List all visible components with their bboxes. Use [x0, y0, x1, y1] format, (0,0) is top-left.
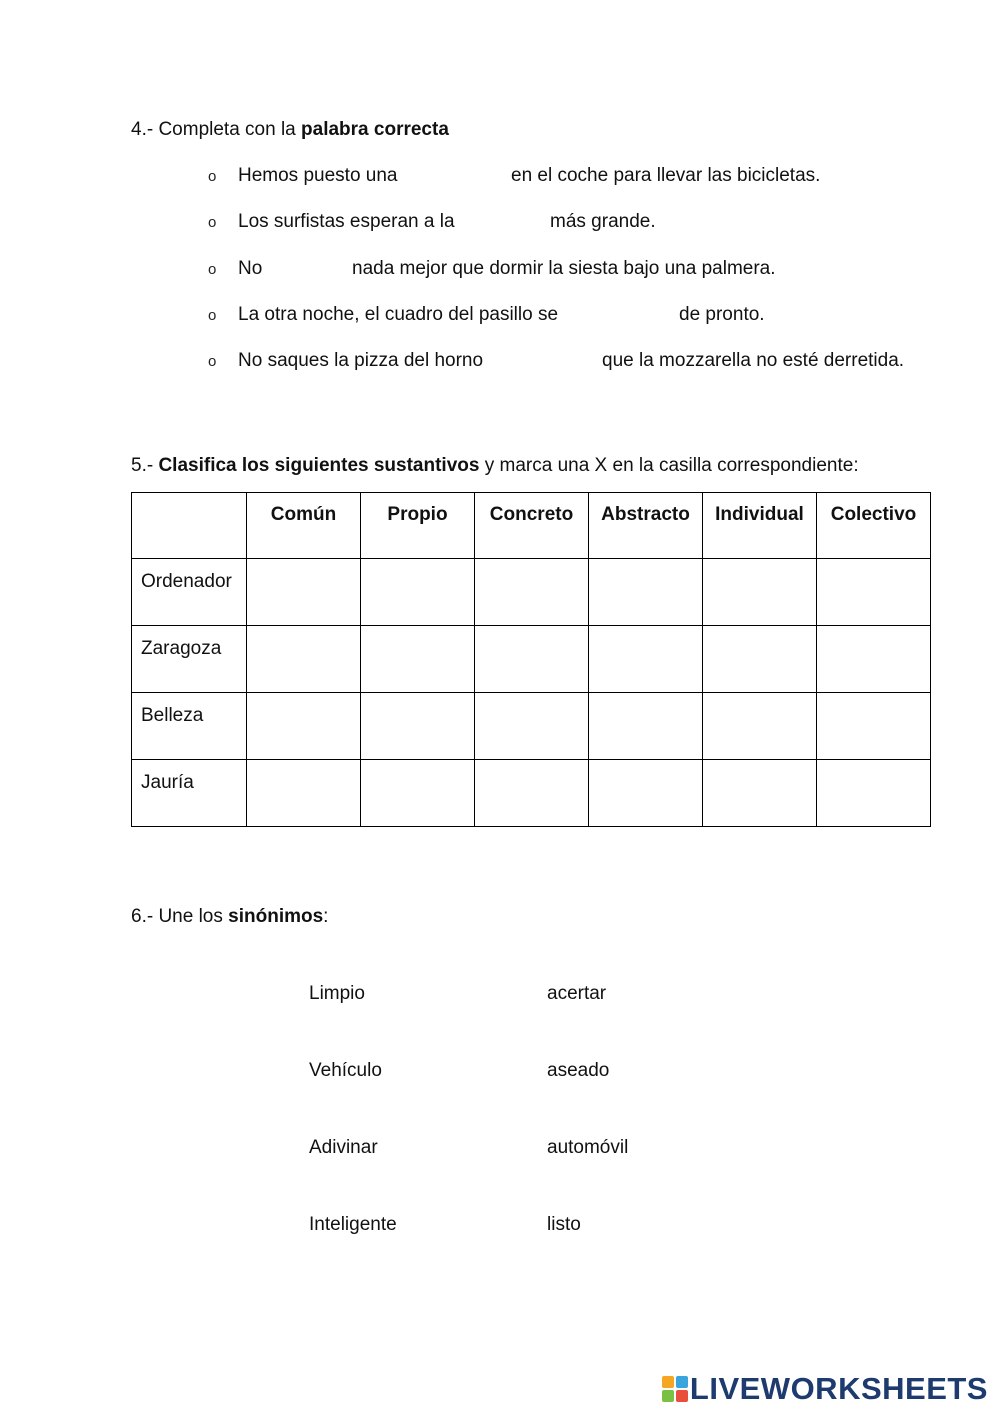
logo-square — [676, 1376, 688, 1388]
check-cell[interactable] — [361, 626, 475, 693]
check-cell[interactable] — [703, 760, 817, 827]
check-cell[interactable] — [475, 559, 589, 626]
gap-input-2[interactable] — [474, 210, 546, 234]
column-header: Individual — [703, 493, 817, 559]
match-left-item[interactable]: Inteligente — [309, 1214, 397, 1235]
row-label: Jauría — [132, 760, 247, 827]
check-cell[interactable] — [361, 559, 475, 626]
check-cell[interactable] — [703, 693, 817, 760]
check-cell[interactable] — [247, 626, 361, 693]
check-cell[interactable] — [703, 626, 817, 693]
bullet-icon: o — [208, 214, 217, 231]
liveworksheets-mark-icon — [662, 1376, 688, 1402]
exercise-5-title — [131, 455, 859, 477]
classification-table — [131, 492, 931, 827]
exercise-6-title-bold: sinónimos — [228, 906, 324, 927]
sentence-2-end: más grande. — [550, 211, 656, 232]
sentence-4-end: de pronto. — [679, 304, 765, 325]
check-cell[interactable] — [247, 693, 361, 760]
exercise-5-title-bold: Clasifica los siguientes sustantivos — [158, 455, 480, 476]
bullet-icon: o — [208, 307, 217, 324]
check-cell[interactable] — [817, 693, 931, 760]
gap-input-5[interactable] — [504, 349, 598, 373]
liveworksheets-logo — [662, 1372, 988, 1406]
bullet-icon: o — [208, 168, 217, 185]
check-cell[interactable] — [475, 626, 589, 693]
match-left-item[interactable]: Adivinar — [309, 1137, 378, 1158]
sentence-5-start: No saques la pizza del horno — [238, 350, 484, 371]
sentence-4-start: La otra noche, el cuadro del pasillo se — [238, 304, 559, 325]
check-cell[interactable] — [361, 693, 475, 760]
table-row — [132, 626, 931, 693]
check-cell[interactable] — [361, 760, 475, 827]
match-left-item[interactable]: Vehículo — [309, 1060, 382, 1081]
exercise-6-title-prefix: 6.- Une los — [131, 906, 229, 927]
table-row — [132, 559, 931, 626]
row-label: Belleza — [132, 693, 247, 760]
column-header: Común — [247, 493, 361, 559]
check-cell[interactable] — [247, 559, 361, 626]
check-cell[interactable] — [817, 760, 931, 827]
exercise-5-title-prefix: 5.- — [131, 455, 159, 476]
logo-square — [662, 1376, 674, 1388]
bullet-icon: o — [208, 353, 217, 370]
check-cell[interactable] — [589, 559, 703, 626]
column-header: Concreto — [475, 493, 589, 559]
sentence-3-start: No — [238, 258, 263, 279]
column-header: Colectivo — [817, 493, 931, 559]
table-corner-cell — [132, 493, 247, 559]
exercise-6-title — [131, 906, 328, 928]
column-header: Abstracto — [589, 493, 703, 559]
match-right-item[interactable]: acertar — [547, 983, 607, 1004]
sentence-2-start: Los surfistas esperan a la — [238, 211, 455, 232]
check-cell[interactable] — [475, 760, 589, 827]
exercise-5-title-suffix: y marca una X en la casilla correspondiente: — [479, 455, 859, 476]
match-right-item[interactable]: aseado — [547, 1060, 610, 1081]
liveworksheets-wordmark: LIVEWORKSHEETS — [689, 1371, 988, 1406]
match-right-item[interactable]: automóvil — [547, 1137, 629, 1158]
exercise-6-title-suffix: : — [323, 906, 329, 927]
match-left-item[interactable]: Limpio — [309, 983, 365, 1004]
table-row — [132, 760, 931, 827]
check-cell[interactable] — [247, 760, 361, 827]
exercise-4-title-bold: palabra correcta — [301, 119, 449, 140]
row-label: Zaragoza — [132, 626, 247, 693]
gap-input-4[interactable] — [584, 303, 674, 327]
check-cell[interactable] — [475, 693, 589, 760]
bullet-icon: o — [208, 261, 217, 278]
table-header-row — [132, 493, 931, 559]
row-label: Ordenador — [132, 559, 247, 626]
exercise-4-title — [131, 119, 449, 141]
gap-input-3[interactable] — [270, 257, 348, 281]
match-right-item[interactable]: listo — [547, 1214, 581, 1235]
sentence-5-end: que la mozzarella no esté derretida. — [602, 350, 905, 371]
logo-square — [662, 1390, 674, 1402]
check-cell[interactable] — [589, 626, 703, 693]
check-cell[interactable] — [817, 626, 931, 693]
gap-input-1[interactable] — [414, 164, 506, 188]
sentence-3-end: nada mejor que dormir la siesta bajo una palmera. — [352, 258, 776, 279]
exercise-4-title-text: 4.- Completa con la — [131, 119, 302, 140]
check-cell[interactable] — [589, 760, 703, 827]
sentence-1-end: en el coche para llevar las bicicletas. — [511, 165, 821, 186]
column-header: Propio — [361, 493, 475, 559]
check-cell[interactable] — [703, 559, 817, 626]
table-row — [132, 693, 931, 760]
check-cell[interactable] — [589, 693, 703, 760]
logo-square — [676, 1390, 688, 1402]
check-cell[interactable] — [817, 559, 931, 626]
sentence-1-start: Hemos puesto una — [238, 165, 398, 186]
